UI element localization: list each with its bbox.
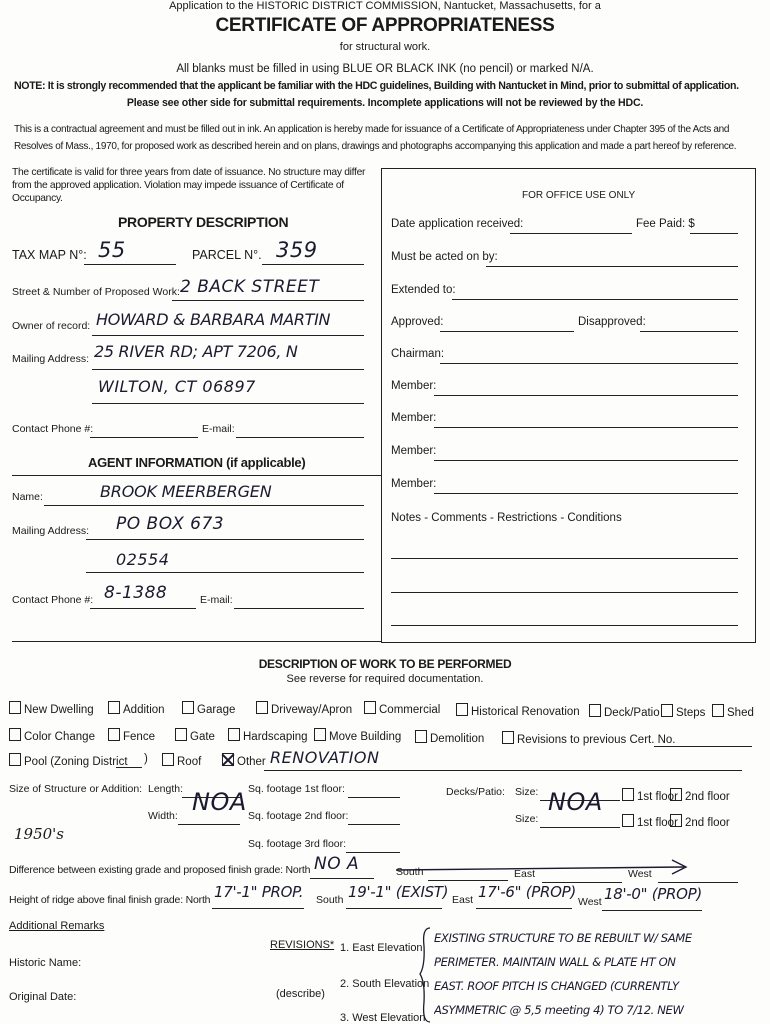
validity-line: from the approved application. Violation may impede issuance of Certificate of — [12, 180, 344, 191]
decks-label: Decks/Patio: — [446, 786, 505, 798]
checkbox-shed[interactable] — [712, 704, 754, 719]
owner-value: HOWARD & BARBARA MARTIN — [96, 310, 331, 329]
checkbox-box[interactable] — [108, 728, 120, 741]
mailing-field[interactable] — [92, 369, 364, 370]
checkbox-hardscaping[interactable] — [228, 728, 308, 743]
checkbox-fence[interactable] — [108, 728, 155, 743]
checkbox-label: Commercial — [379, 704, 441, 716]
ridge-west-value: 18'-0" (PROP) — [604, 885, 702, 903]
checkbox-pool[interactable] — [9, 753, 128, 768]
checkbox-gate[interactable] — [175, 728, 215, 743]
checkbox-demolition[interactable] — [415, 730, 484, 745]
disapproved-label: Disapproved: — [578, 316, 646, 328]
checkbox-box[interactable] — [415, 730, 427, 743]
zoning-district-field[interactable] — [116, 767, 142, 768]
grade-south-field[interactable] — [428, 880, 508, 881]
ridge-west-field[interactable] — [602, 910, 702, 911]
checkbox-label: Other — [237, 756, 266, 768]
form-title: CERTIFICATE OF APPROPRIATENESS — [215, 15, 555, 36]
approved-field[interactable] — [440, 331, 574, 332]
agent-mailing-label: Mailing Address: — [12, 525, 90, 537]
cert-number-field[interactable] — [654, 746, 752, 747]
date-received-field[interactable] — [510, 233, 632, 234]
agent-phone-value: 8-1388 — [104, 583, 168, 603]
checkbox-box-checked[interactable] — [222, 753, 234, 766]
grade-value: NO A — [314, 854, 360, 874]
member-label: Member: — [391, 380, 437, 392]
checkbox-box[interactable] — [712, 704, 724, 717]
checkbox-box[interactable] — [9, 728, 21, 741]
blanks-instruction: All blanks must be filled in using BLUE OR BLACK INK (no pencil) or marked N/A. — [176, 63, 594, 75]
mailing-value: 25 RIVER RD; APT 7206, N — [94, 342, 298, 361]
bracket-icon — [418, 926, 432, 1024]
historic-name-label: Historic Name: — [9, 957, 82, 969]
size-value: NOA — [192, 788, 247, 816]
owner-field[interactable] — [92, 335, 364, 336]
ridge-north-value: 17'-1" PROP. — [214, 883, 304, 901]
checkbox-label: Historical Renovation — [471, 706, 580, 718]
agent-name-label: Name: — [12, 491, 43, 503]
member-field[interactable] — [434, 493, 738, 494]
checkbox-box[interactable] — [9, 701, 21, 714]
grade-north-field[interactable] — [310, 878, 374, 879]
checkbox-box[interactable] — [670, 814, 682, 827]
checkbox-label: Shed — [727, 707, 754, 719]
member-label: Member: — [391, 412, 437, 424]
checkbox-garage[interactable] — [182, 701, 235, 716]
paren-close: ) — [144, 753, 148, 765]
fee-paid-label: Fee Paid: $ — [636, 218, 695, 230]
validity-note — [12, 166, 382, 205]
agent-phone-label: Contact Phone #: — [12, 594, 94, 606]
agent-email-field[interactable] — [234, 608, 364, 609]
disapproved-field[interactable] — [640, 331, 738, 332]
note-line2: Please see other side for submittal requirements. Incomplete applications will not be reviewed by the HDC. — [126, 97, 644, 109]
sqft-1st-label: Sq. footage 1st floor: — [248, 783, 345, 795]
form-subtitle: for structural work. — [339, 41, 431, 53]
checkbox-box[interactable] — [162, 753, 174, 766]
owner-label: Owner of record: — [12, 320, 91, 332]
checkbox-label: New Dwelling — [24, 704, 94, 716]
member-label: Member: — [391, 478, 437, 490]
parcel-label: PARCEL N°. — [192, 248, 262, 262]
chairman-label: Chairman: — [391, 348, 445, 360]
sqft-3rd-label: Sq. footage 3rd floor: — [248, 838, 347, 850]
work-heading: DESCRIPTION OF WORK TO BE PERFORMED — [258, 657, 512, 671]
checkbox-box[interactable] — [314, 728, 326, 741]
checkbox-label: Deck/Patio — [604, 707, 660, 719]
mailing-value-2: WILTON, CT 06897 — [98, 377, 256, 396]
checkbox-box[interactable] — [670, 788, 682, 801]
arrow-right-icon — [394, 858, 694, 878]
contract-line2: Resolves of Mass., 1970, for proposed work as described herein and on plans, drawings and photographs accompanying this application and made a part hereof by reference. — [14, 141, 737, 152]
revisions-label: REVISIONS* — [270, 939, 335, 951]
chairman-field[interactable] — [440, 363, 738, 364]
section-divider — [12, 641, 381, 642]
agent-heading: AGENT INFORMATION (if applicable) — [88, 455, 306, 470]
contact-phone-label: Contact Phone #: — [12, 423, 94, 435]
note-line1: NOTE: It is strongly recommended that the applicant be familiar with the HDC guidelines, Building with Nantucket in Mind, prior to submittal of application. — [14, 80, 739, 92]
date-received-label: Date application received: — [391, 218, 524, 230]
sqft-2nd-label: Sq. footage 2nd floor: — [248, 810, 349, 822]
member-label: Member: — [391, 445, 437, 457]
contract-line1: This is a contractual agreement and must be filled out in ink. An application is hereby made for issuance of a Certificate of Appropriateness under Chapter 395 of the Acts and — [14, 124, 730, 135]
checkbox-commercial[interactable] — [364, 701, 440, 716]
grade-west-field[interactable] — [658, 882, 738, 883]
remarks-line: ASYMMETRIC @ 5,5 meeting 4) TO 7/12. NEW — [434, 1003, 684, 1017]
ridge-east-label: East — [452, 894, 474, 906]
acted-on-label: Must be acted on by: — [391, 251, 498, 263]
checkbox-steps[interactable] — [661, 704, 705, 719]
notes-line[interactable] — [391, 558, 738, 559]
ridge-south-label: South — [316, 894, 344, 906]
notes-line[interactable] — [391, 625, 738, 626]
street-label: Street & Number of Proposed Work: — [12, 286, 180, 298]
checkbox-other[interactable] — [222, 753, 266, 768]
email-label: E-mail: — [202, 423, 235, 435]
grade-east-label: East — [514, 868, 536, 880]
extended-field[interactable] — [452, 299, 738, 300]
agent-name-value: BROOK MEERBERGEN — [100, 482, 272, 501]
checkbox-label: Roof — [177, 756, 202, 768]
ridge-south-field[interactable] — [346, 908, 442, 909]
checkbox-revisions-cert[interactable] — [502, 731, 676, 746]
checkbox-deck-2nd-floor[interactable] — [670, 788, 730, 803]
acted-on-field[interactable] — [486, 266, 738, 267]
remarks-note — [434, 926, 764, 1022]
decks-size2-label: Size: — [515, 813, 539, 825]
checkbox-label: Demolition — [430, 733, 485, 745]
checkbox-label: 1st floor — [637, 817, 678, 829]
ridge-label: Height of ridge above final finish grade: North — [9, 894, 211, 906]
notes-line[interactable] — [391, 592, 738, 593]
email-field[interactable] — [236, 437, 364, 438]
sqft-3rd-field[interactable] — [346, 852, 400, 853]
agent-mailing-field[interactable] — [86, 539, 364, 540]
checkbox-color-change[interactable] — [9, 728, 95, 743]
remarks-line: EAST. ROOF PITCH IS CHANGED (CURRENTLY — [434, 979, 679, 993]
checkbox-addition[interactable] — [108, 701, 165, 716]
checkbox-box[interactable] — [364, 701, 376, 714]
checkbox-box[interactable] — [256, 701, 268, 714]
tax-map-value: 55 — [98, 238, 126, 262]
size-label: Size of Structure or Addition: — [9, 783, 143, 795]
grade-west-label: West — [628, 868, 652, 880]
checkbox-box[interactable] — [108, 701, 120, 714]
decks-value: NOA — [548, 788, 603, 816]
ridge-north-field[interactable] — [212, 908, 304, 909]
mailing-field-2[interactable] — [92, 403, 364, 404]
validity-line: The certificate is valid for three years from date of issuance. No structure may differ — [12, 167, 366, 178]
decks-size2-field[interactable] — [540, 827, 620, 828]
east-elevation-label: 1. East Elevation — [340, 942, 423, 954]
checkbox-deck-2nd-floor-2[interactable] — [670, 814, 730, 829]
checkbox-label: Addition — [123, 704, 165, 716]
tax-map-label: TAX MAP N°: — [12, 248, 87, 262]
checkbox-box[interactable] — [622, 788, 634, 801]
member-field[interactable] — [434, 460, 738, 461]
checkbox-box[interactable] — [589, 704, 601, 717]
checkbox-label: Garage — [197, 704, 236, 716]
parcel-field[interactable] — [262, 264, 364, 265]
checkbox-label: Pool (Zoning District — [24, 756, 128, 768]
parcel-value: 359 — [276, 238, 318, 262]
checkbox-move-building[interactable] — [314, 728, 401, 743]
remarks-line: PERIMETER. MAINTAIN WALL & PLATE HT ON — [434, 955, 676, 969]
checkbox-label: Color Change — [24, 731, 95, 743]
agent-email-label: E-mail: — [200, 594, 233, 606]
ridge-east-field[interactable] — [476, 908, 572, 909]
tax-map-field[interactable] — [84, 264, 176, 265]
agent-phone-field[interactable] — [90, 608, 196, 609]
agent-name-field[interactable] — [44, 505, 364, 506]
checkbox-box[interactable] — [9, 753, 21, 766]
notes-label: Notes - Comments - Restrictions - Conditions — [391, 512, 622, 524]
original-date-label: Original Date: — [9, 991, 77, 1003]
checkbox-label: 2nd floor — [685, 791, 730, 803]
grade-label: Difference between existing grade and proposed finish grade: North — [9, 864, 311, 876]
checkbox-box[interactable] — [622, 814, 634, 827]
length-label: Length: — [148, 783, 184, 795]
sqft-1st-field[interactable] — [348, 797, 400, 798]
header-line1: Application to the HISTORIC DISTRICT COMMISSION, Nantucket, Massachusetts, for a — [169, 0, 601, 12]
extended-label: Extended to: — [391, 284, 456, 296]
agent-mailing-value-2: 02554 — [116, 550, 170, 569]
width-field[interactable] — [178, 824, 240, 825]
validity-line: Occupancy. — [12, 193, 63, 204]
checkbox-label: Revisions to previous Cert. No. — [517, 734, 676, 746]
south-elevation-label: 2. South Elevation — [340, 978, 430, 990]
additional-remarks-label: Additional Remarks — [9, 920, 105, 932]
ridge-east-value: 17'-6" (PROP) — [478, 883, 576, 901]
other-value: RENOVATION — [270, 748, 380, 767]
street-value: 2 BACK STREET — [180, 277, 320, 297]
checkbox-box[interactable] — [228, 728, 240, 741]
checkbox-label: Fence — [123, 731, 155, 743]
west-elevation-label: 3. West Elevation — [340, 1012, 426, 1024]
grade-south-label: South — [396, 866, 424, 878]
checkbox-box[interactable] — [175, 728, 187, 741]
street-field[interactable] — [172, 300, 364, 301]
sqft-2nd-field[interactable] — [348, 824, 400, 825]
member-field[interactable] — [434, 427, 738, 428]
width-label: Width: — [148, 810, 178, 822]
agent-divider — [12, 475, 381, 476]
checkbox-box[interactable] — [182, 701, 194, 714]
checkbox-deck-patio[interactable] — [589, 704, 660, 719]
checkbox-label: Hardscaping — [243, 731, 308, 743]
checkbox-historical-renovation[interactable] — [456, 703, 580, 718]
checkbox-driveway[interactable] — [256, 701, 352, 716]
contact-phone-field[interactable] — [90, 437, 198, 438]
remarks-line: EXISTING STRUCTURE TO BE REBUILT W/ SAME — [434, 931, 692, 945]
office-use-box — [381, 168, 756, 643]
work-subheading: See reverse for required documentation. — [286, 673, 484, 685]
ridge-south-value: 19'-1" (EXIST) — [348, 883, 449, 901]
checkbox-label: 2nd floor — [685, 817, 730, 829]
mailing-label: Mailing Address: — [12, 353, 90, 365]
agent-mailing-field-2[interactable] — [86, 572, 364, 573]
ridge-west-label: West — [578, 896, 602, 908]
describe-label: (describe) — [276, 988, 325, 1000]
checkbox-label: Driveway/Apron — [271, 704, 353, 716]
checkbox-box[interactable] — [456, 703, 468, 716]
fee-paid-field[interactable] — [690, 233, 738, 234]
checkbox-new-dwelling[interactable] — [9, 701, 94, 716]
checkbox-label: Steps — [676, 707, 706, 719]
office-use-heading: FOR OFFICE USE ONLY — [522, 190, 636, 201]
checkbox-label: Move Building — [329, 731, 402, 743]
other-field[interactable] — [264, 770, 742, 771]
checkbox-box[interactable] — [661, 704, 673, 717]
decks-size-label: Size: — [515, 786, 539, 798]
year-note: 1950's — [14, 825, 64, 843]
checkbox-label: 1st floor — [637, 791, 678, 803]
checkbox-box[interactable] — [502, 731, 514, 744]
agent-mailing-value: PO BOX 673 — [116, 514, 225, 534]
checkbox-roof[interactable] — [162, 753, 201, 768]
member-field[interactable] — [434, 395, 738, 396]
property-heading: PROPERTY DESCRIPTION — [118, 214, 289, 230]
checkbox-label: Gate — [190, 731, 215, 743]
approved-label: Approved: — [391, 316, 444, 328]
